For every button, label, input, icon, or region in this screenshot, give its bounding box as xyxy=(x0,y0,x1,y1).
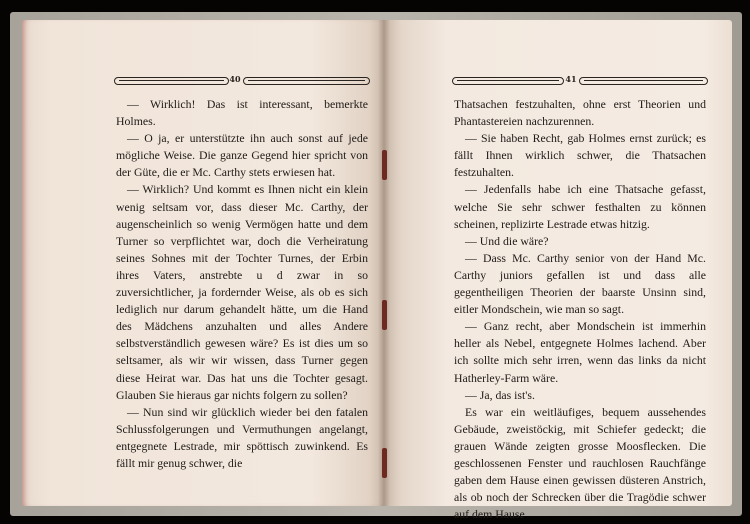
paragraph: — Sie haben Recht, gab Holmes ernst zurück; es fällt Ihnen wirklich schwer, die Thatsachen festzuhalten. xyxy=(454,131,706,180)
paragraph: — Ja, das ist's. xyxy=(465,387,535,402)
binding-stitch xyxy=(382,448,387,478)
paragraph: — Ganz recht, aber Mondschein ist immerhin heller als Nebel, entgegnete Holmes lachend. Aber ich sollte mich sehr irren, wenn das links da nicht Hatherley-Farm wäre. xyxy=(454,319,706,385)
paragraph: — Nun sind wir glücklich wieder bei den fatalen Schlussfolgerungen und Vermuthungen angelangt, entgegnete Lestrade, mir spöttisch zuwinkend. Es fällt mir genug schwer, die xyxy=(116,404,368,470)
right-page-header-ornament xyxy=(452,74,708,90)
paragraph: — O ja, er unterstützte ihn auch sonst auf jede mögliche Weise. Die ganze Gegend hier spricht von der Güte, die er Mc. Carthy stets erwiesen hat. xyxy=(116,131,368,180)
left-page xyxy=(22,20,384,506)
header-ornament-bar xyxy=(243,77,370,85)
paragraph: — Jedenfalls habe ich eine Thatsache gefasst, welche Sie sehr schwer festhalten zu können scheinen, replizirte Lestrade etwas hitzig. xyxy=(454,182,706,231)
right-page xyxy=(384,20,732,522)
header-ornament-bar xyxy=(452,77,564,85)
left-page-text xyxy=(116,96,368,472)
left-page-header-ornament xyxy=(114,74,370,90)
binding-stitch xyxy=(382,300,387,330)
book-gutter xyxy=(378,20,390,506)
page-number: 41 xyxy=(565,74,577,84)
paragraph: Thatsachen festzuhalten, ohne erst Theorien und Phantastereien nachzurennen. xyxy=(454,97,706,129)
right-page-text xyxy=(454,96,706,523)
header-ornament-bar xyxy=(114,77,229,85)
paragraph: — Und die wäre? xyxy=(465,233,549,248)
paragraph: — Wirklich? Und kommt es Ihnen nicht ein klein wenig seltsam vor, dass dieser Mc. Carthy, der augenscheinlich so wenig Vermögen hatte und dem Turner so verpflichtet war, doch die Verheiratung seines Sohnes mit der Tochter Turnes, der Erbin ihres Vaters, anstrebte u d zwar in so zuversichtlicher, ja fordernder Weise, als ob es sich lediglich nur darum gehandelt hätte, um die Hand des Mädchens anzuhalten und alles Andere selbstverständlich gewesen wäre? Es ist dies um so seltsamer, als wir wir wissen, dass Turner gegen diese Heirat war. Das hat uns die Tochter gesagt. Glauben Sie hieraus gar nichts folgern zu sollen? xyxy=(116,182,368,402)
paragraph: Es war ein weitläufiges, bequem aussehendes Gebäude, zweistöckig, mit Schiefer gedeckt; die grauen Wände zeigten grosse Moosflecken. Die geschlossenen Fenster und rauchlosen Rauchfänge gaben dem Hause einen gewissen düsteren Anstrich, als ob noch der Schrecken über die Tragödie schwer auf dem Hause xyxy=(454,404,706,522)
header-ornament-bar xyxy=(579,77,708,85)
page-number: 40 xyxy=(229,74,241,84)
paragraph: — Wirklich! Das ist interessant, bemerkte Holmes. xyxy=(116,97,368,129)
paragraph: — Dass Mc. Carthy senior von der Hand Mc. Carthy juniors gefallen ist und dass alle gegentheiligen Theorien der baarste Unsinn sind, eitler Mondschein, wie man so sagt. xyxy=(454,250,706,317)
binding-stitch xyxy=(382,150,387,180)
